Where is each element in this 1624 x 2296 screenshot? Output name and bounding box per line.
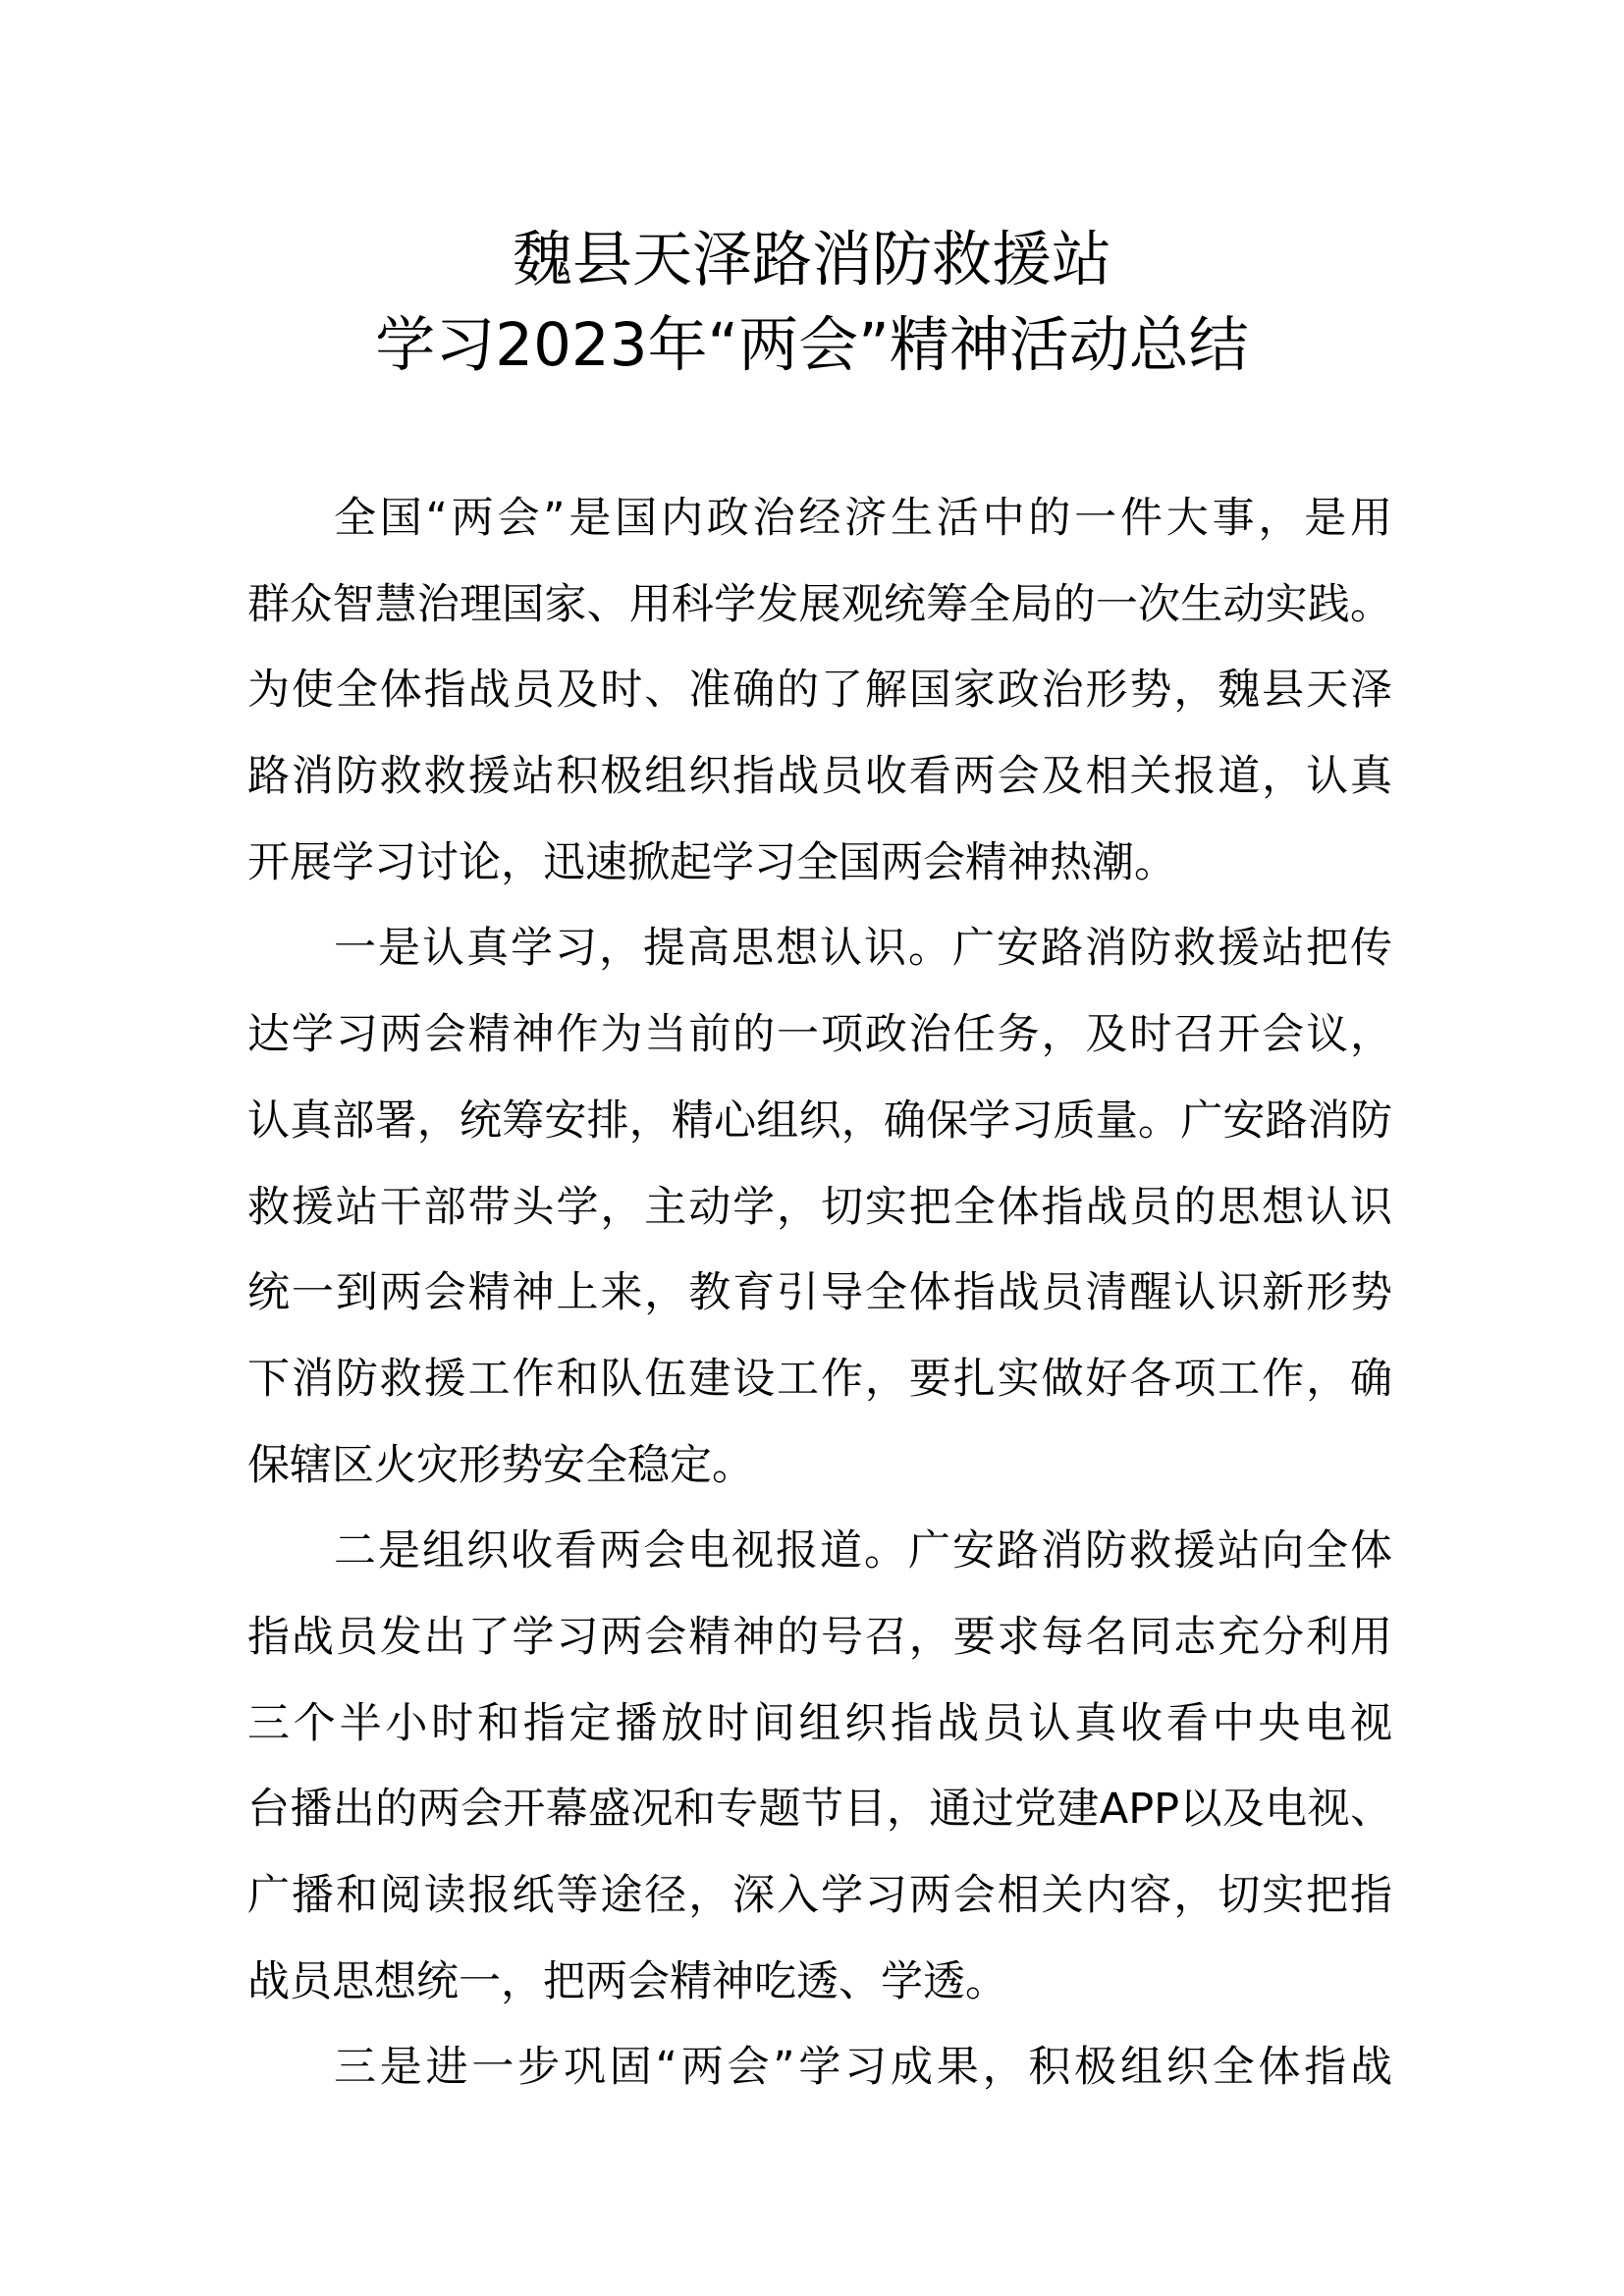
paragraph-line: 统一到两会精神上来，教育引导全体指战员清醒认识新形势 bbox=[247, 1268, 1392, 1318]
paragraph-line: 台播出的两会开幕盛况和专题节目，通过党建APP以及电视、 bbox=[247, 1785, 1392, 1835]
paragraph-line: 保辖区火灾形势安全稳定。 bbox=[247, 1440, 754, 1490]
paragraph-line: 救援站干部带头学，主动学，切实把全体指战员的思想认识 bbox=[247, 1182, 1392, 1232]
paragraph bbox=[247, 906, 1392, 1509]
paragraph-line: 指战员发出了学习两会精神的号召，要求每名同志充分利用 bbox=[247, 1612, 1392, 1662]
paragraph-line: 路消防救救援站积极组织指战员收看两会及相关报道，认真 bbox=[247, 752, 1392, 802]
document-title-line-1: 魏县天泽路消防救援站 bbox=[512, 225, 1111, 294]
paragraph bbox=[247, 476, 1392, 906]
paragraph-line: 三是进一步巩固“两会”学习成果，积极组织全体指战 bbox=[334, 2043, 1392, 2093]
paragraph bbox=[247, 1509, 1392, 2025]
paragraph-line: 战员思想统一，把两会精神吃透、学透。 bbox=[247, 1956, 1007, 2006]
document-body bbox=[247, 476, 1392, 2111]
paragraph-line: 达学习两会精神作为当前的一项政治任务，及时召开会议， bbox=[247, 1010, 1392, 1060]
paragraph-line: 下消防救援工作和队伍建设工作，要扎实做好各项工作，确 bbox=[247, 1354, 1392, 1404]
paragraph bbox=[247, 2025, 1392, 2111]
paragraph-line: 认真部署，统筹安排，精心组织，确保学习质量。广安路消防 bbox=[247, 1095, 1392, 1146]
document-title-line-2: 学习2023年“两会”精神活动总结 bbox=[375, 310, 1249, 380]
paragraph-line: 群众智慧治理国家、用科学发展观统筹全局的一次生动实践。 bbox=[247, 579, 1392, 629]
paragraph-line: 广播和阅读报纸等途径，深入学习两会相关内容，切实把指 bbox=[247, 1871, 1392, 1920]
paragraph-line: 三个半小时和指定播放时间组织指战员认真收看中央电视 bbox=[247, 1698, 1392, 1748]
paragraph-line: 一是认真学习，提高思想认识。广安路消防救援站把传 bbox=[334, 924, 1392, 974]
paragraph-line: 开展学习讨论，迅速掀起学习全国两会精神热潮。 bbox=[247, 837, 1176, 887]
paragraph-line: 二是组织收看两会电视报道。广安路消防救援站向全体 bbox=[334, 1526, 1392, 1576]
paragraph-line: 全国“两会”是国内政治经济生活中的一件大事，是用 bbox=[334, 494, 1392, 543]
paragraph-line: 为使全体指战员及时、准确的了解国家政治形势，魏县天泽 bbox=[247, 666, 1392, 716]
